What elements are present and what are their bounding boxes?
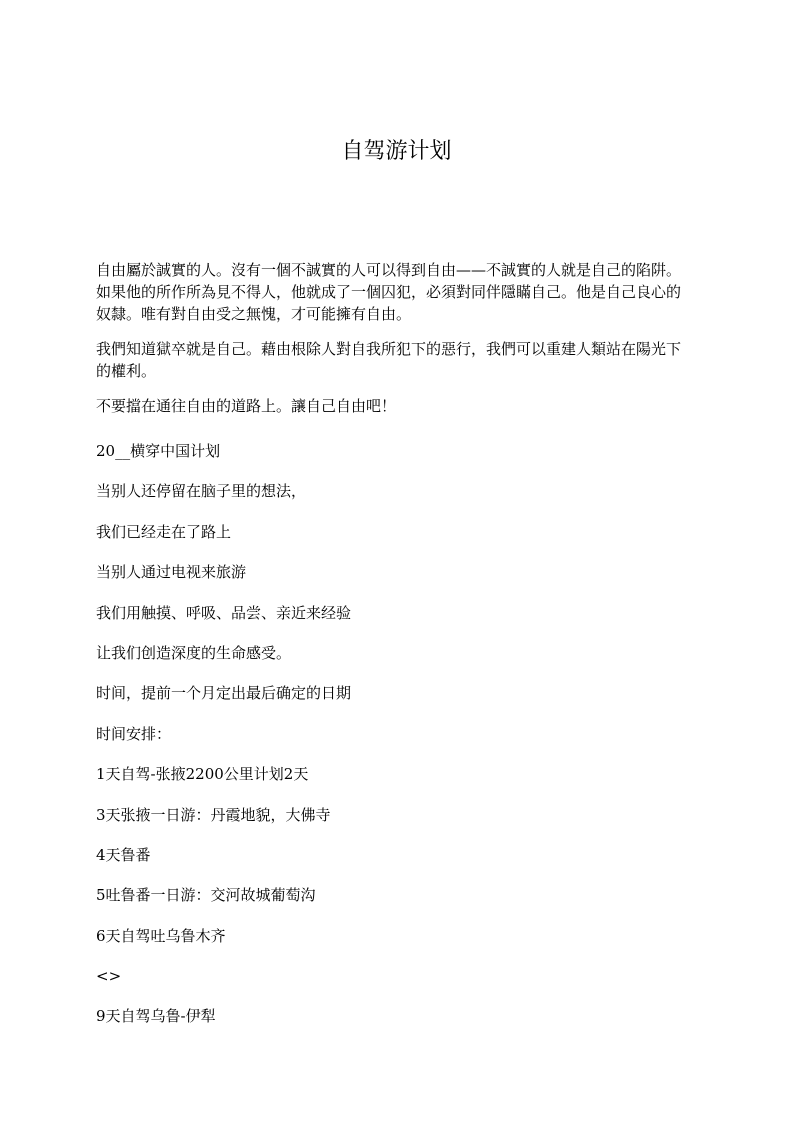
body-line: 让我们创造深度的生命感受。: [96, 643, 292, 662]
schedule-item: 6天自驾吐乌鲁木齐: [96, 926, 226, 945]
intro-paragraph: 不要擋在通往自由的道路上。讓自己自由吧！: [96, 397, 397, 415]
schedule-item: 1天自驾-张掖2200公里计划2天: [96, 765, 309, 784]
body-line: 时间，提前一个月定出最后确定的日期: [96, 684, 352, 703]
body-line: 当别人还停留在脑子里的想法，: [96, 482, 307, 501]
document-title: 自驾游计划: [341, 139, 452, 164]
intro-paragraph: 我們知道獄卒就是自己。藉由根除人對自我所犯下的惡行，我們可以重建人類站在陽光下的權利。: [96, 340, 682, 380]
schedule-item: 4天鲁番: [96, 845, 151, 864]
body-line: 当别人通过电视来旅游: [96, 563, 247, 582]
body-line: 我们已经走在了路上: [96, 522, 232, 541]
plan-lines: [96, 440, 694, 1046]
body-line: 我们用触摸、呼吸、品尝、亲近来经验: [96, 603, 352, 622]
schedule-item: 3天张掖一日游：丹霞地貌，大佛寺: [96, 805, 331, 824]
intro-paragraph: 自由屬於誠實的人。沒有一個不誠實的人可以得到自由——不誠實的人就是自己的陷阱。如果他的所作所為見不得人，他就成了一個囚犯，必須對同伴隱瞞自己。他是自己良心的奴隸。唯有對自由受之無愧，才可能擁有自由。: [96, 261, 682, 323]
schedule-item: 9天自驾乌鲁-伊犁: [96, 1007, 216, 1026]
schedule-heading: 时间安排：: [96, 724, 172, 743]
schedule-item: 5吐鲁番一日游：交河故城葡萄沟: [96, 886, 316, 905]
schedule-item: <>: [96, 967, 122, 986]
intro-section: [96, 259, 694, 430]
plan-heading: 20__横穿中国计划: [96, 442, 221, 460]
